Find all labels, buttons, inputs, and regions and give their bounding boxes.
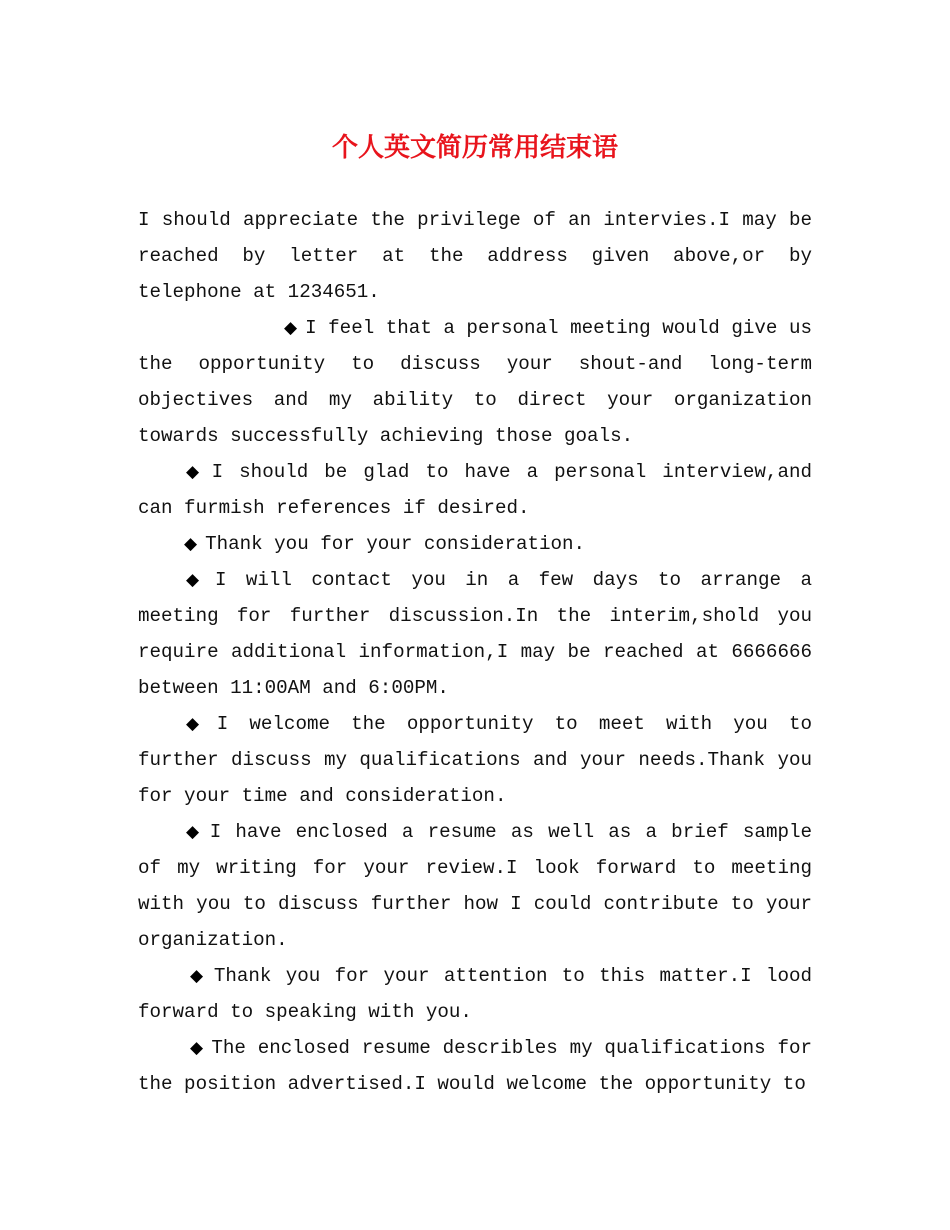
bullet-paragraph xyxy=(138,454,812,526)
bullet-paragraph xyxy=(138,562,812,706)
bullet-paragraph xyxy=(138,706,812,814)
bullet-paragraph xyxy=(138,310,812,454)
paragraph-text: I will contact you in a few days to arrange a meeting for further discussion.In the interim,shold you require additional information,I may be reached at 6666666 between 11:00AM and 6:00PM. xyxy=(138,569,812,699)
paragraph-text: Thank you for your consideration. xyxy=(205,533,586,555)
diamond-bullet-icon: ◆ xyxy=(190,966,206,986)
diamond-bullet-icon: ◆ xyxy=(190,1038,204,1058)
bullet-paragraph xyxy=(138,814,812,958)
bullet-paragraph xyxy=(138,526,812,562)
paragraph xyxy=(138,202,812,310)
diamond-bullet-icon: ◆ xyxy=(186,822,202,842)
paragraph-text: I welcome the opportunity to meet with you to further discuss my qualifications and your needs.Thank you for your time and consideration. xyxy=(138,713,812,807)
paragraph-text: I should appreciate the privilege of an intervies.I may be reached by letter at the address given above,or by telephone at 1234651. xyxy=(138,209,812,303)
bullet-paragraph xyxy=(138,958,812,1030)
document-body xyxy=(138,202,812,1102)
paragraph-text: The enclosed resume describles my qualifications for the position advertised.I would welcome the opportunity to xyxy=(138,1037,812,1095)
diamond-bullet-icon: ◆ xyxy=(186,570,207,590)
paragraph-text: I feel that a personal meeting would give us the opportunity to discuss your shout-and long-term objectives and my ability to direct your organization towards successfully achieving those goals. xyxy=(138,317,812,447)
document-title: 个人英文简历常用结束语 xyxy=(331,133,618,163)
diamond-bullet-icon: ◆ xyxy=(284,318,298,338)
diamond-bullet-icon: ◆ xyxy=(186,462,204,482)
paragraph-text: I should be glad to have a personal interview,and can furmish references if desired. xyxy=(138,461,812,519)
diamond-bullet-icon: ◆ xyxy=(186,714,209,734)
bullet-paragraph xyxy=(138,1030,812,1102)
diamond-bullet-icon: ◆ xyxy=(184,534,198,554)
paragraph-text: I have enclosed a resume as well as a brief sample of my writing for your review.I look forward to meeting with you to discuss further how I could contribute to your organization. xyxy=(138,821,813,951)
paragraph-text: Thank you for your attention to this matter.I lood forward to speaking with you. xyxy=(138,965,812,1023)
